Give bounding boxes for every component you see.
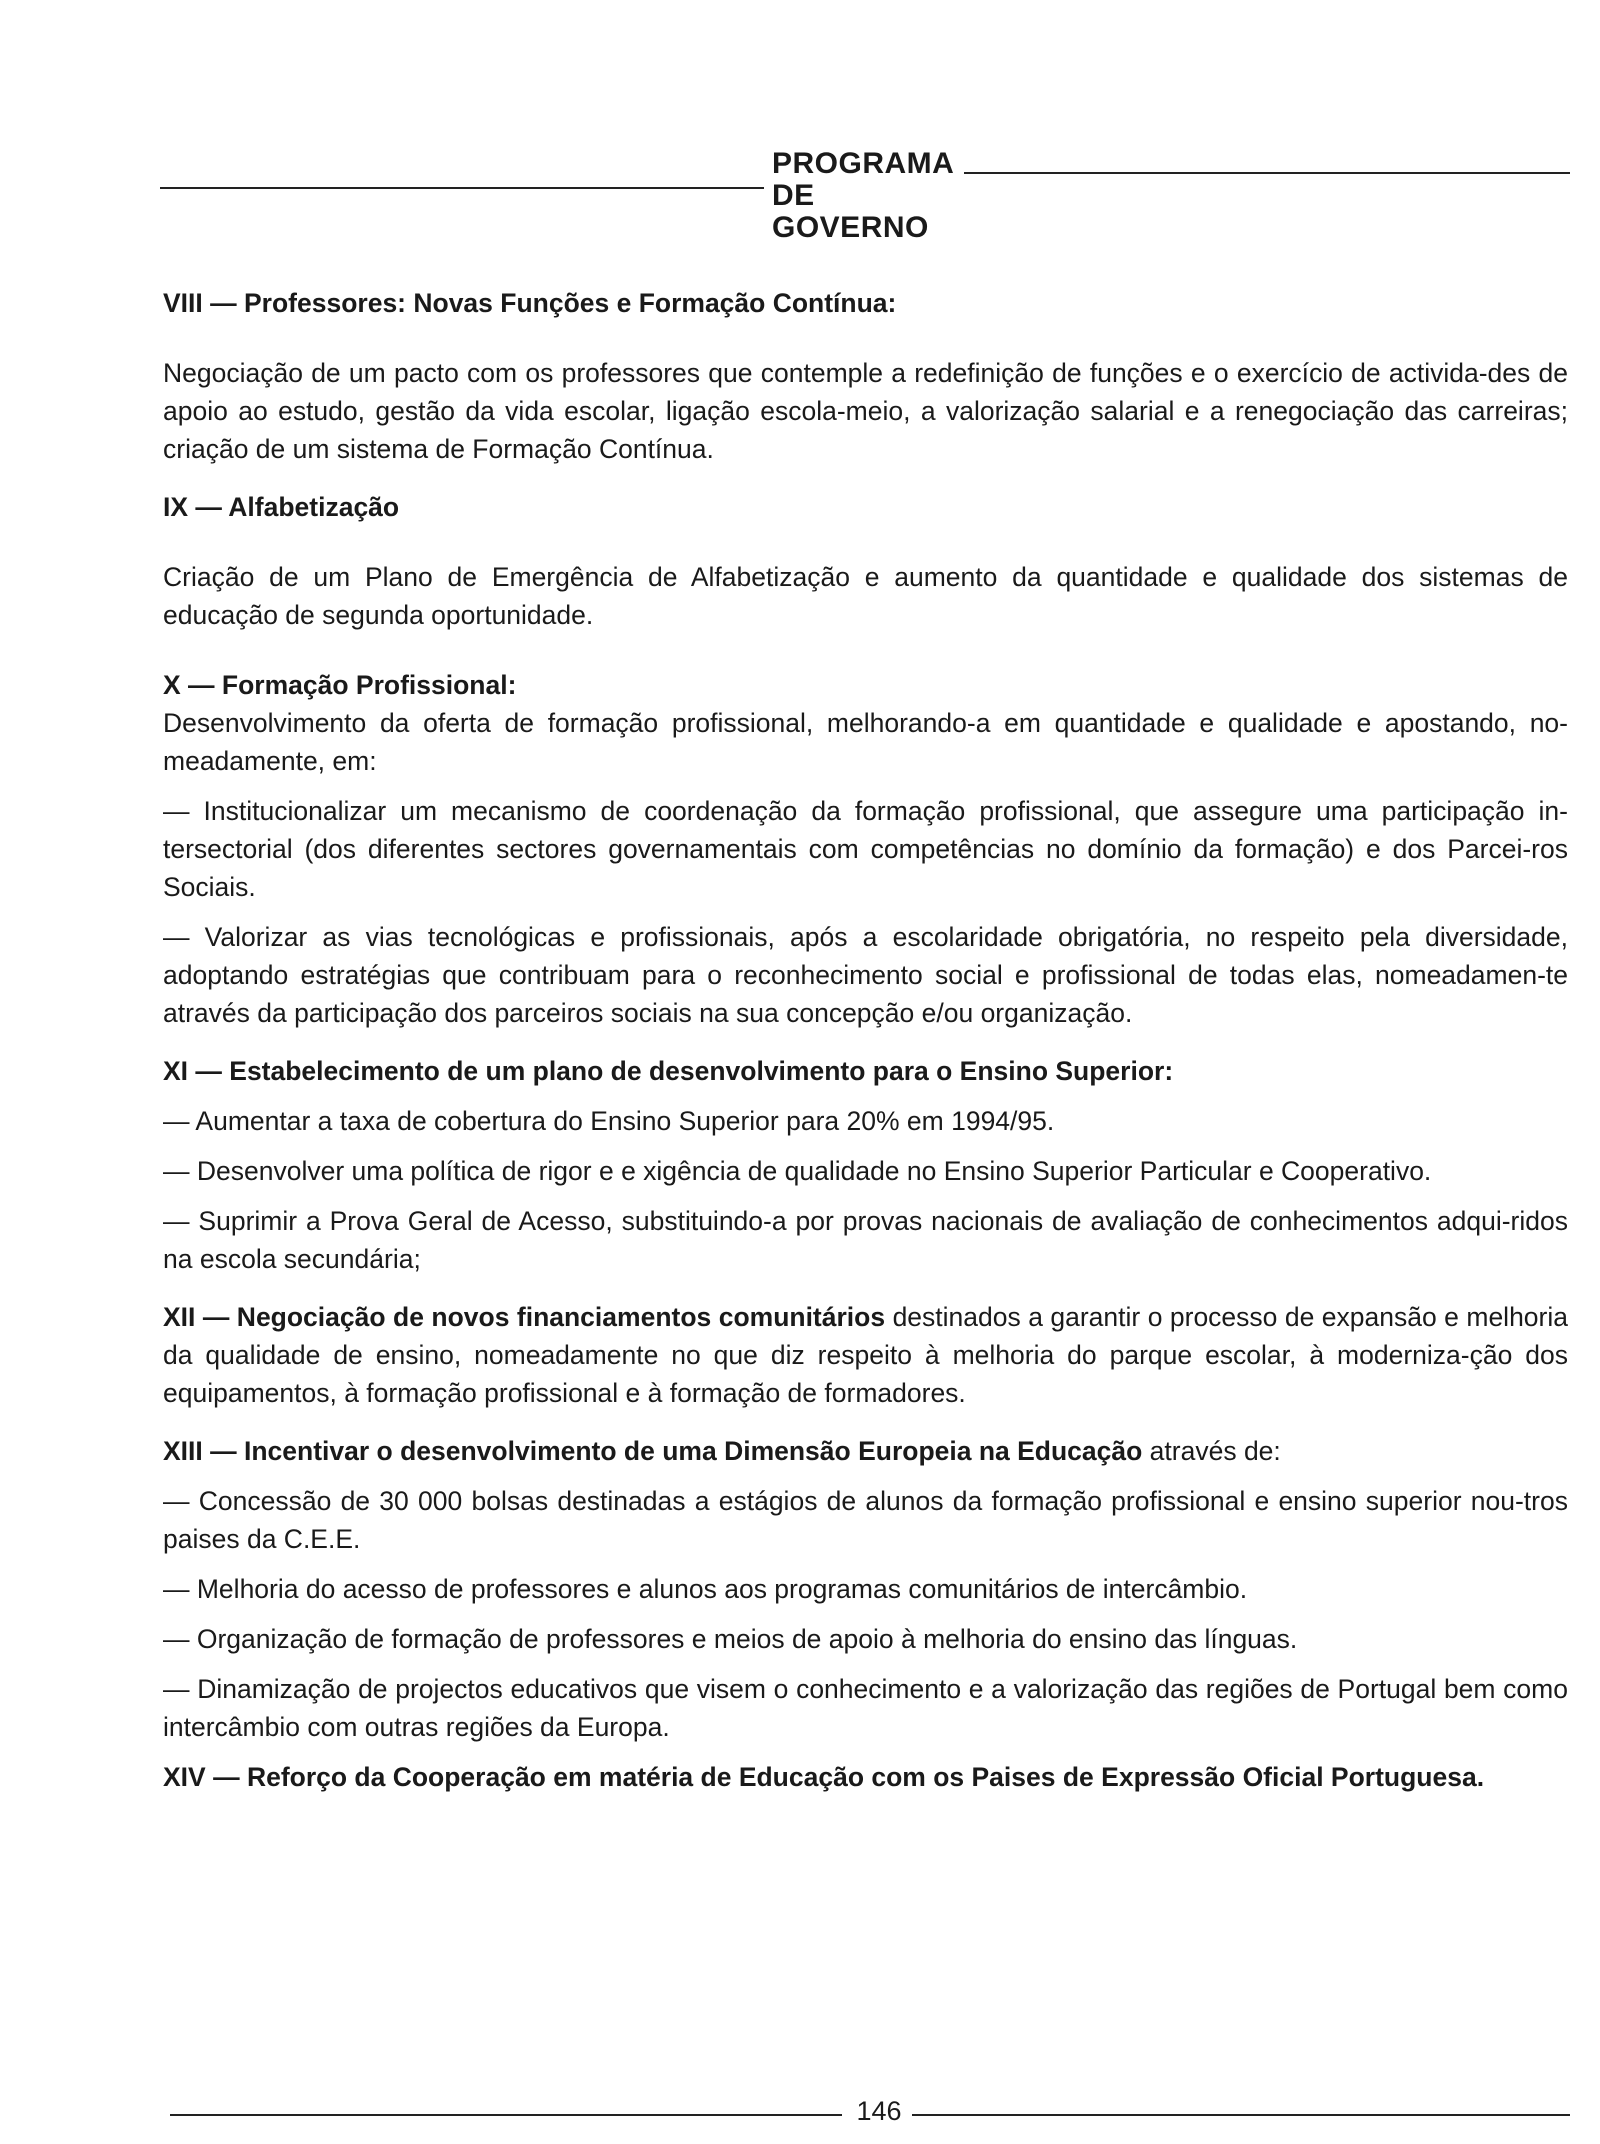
section-xii-heading: XII — Negociação de novos financiamentos comunitários: [163, 1302, 886, 1332]
footer-rule-left: [170, 2114, 842, 2116]
section-ix-heading: IX — Alfabetização: [163, 492, 400, 522]
section-xiii-item: — Dinamização de projectos educativos que visem o conhecimento e a valorização das regiões de Portugal bem como intercâmbio com outras regiões da Europa.: [163, 1674, 1568, 1742]
footer-rule-right: [912, 2114, 1570, 2116]
header-title: [772, 148, 972, 244]
section-xiv-heading: XIV — Reforço da Cooperação em matéria de Educação com os Paises de Expressão Oficial Portuguesa.: [163, 1762, 1485, 1792]
section-xi-heading: XI — Estabelecimento de um plano de desenvolvimento para o Ensino Superior:: [163, 1056, 1174, 1086]
section-viii-heading: VIII — Professores: Novas Funções e Formação Contínua:: [163, 288, 897, 318]
section-xii-paragraph: [163, 1298, 1568, 1412]
section-ix-text: Criação de um Plano de Emergência de Alfabetização e aumento da quantidade e qualidade dos sistemas de educação de segunda oportunidade.: [163, 562, 1568, 630]
header-title-line2: DE GOVERNO: [772, 179, 929, 244]
section-xiii-paragraph: [163, 1432, 1568, 1470]
section-x-item: — Institucionalizar um mecanismo de coordenação da formação profissional, que assegure uma participação in-tersectorial (dos diferentes sectores governamentais com competências no domínio da formação) e dos Parcei-ros Sociais.: [163, 796, 1568, 902]
section-x-heading: X — Formação Profissional:: [163, 670, 517, 700]
section-xiii-text: através de:: [1142, 1436, 1281, 1466]
section-xii-text: destinados a garantir o processo de expansão e melhoria da qualidade de ensino, nomeadamente no que diz respeito à melhoria do parque escolar, à moderniza-ção dos equipamentos, à formação profissional e à formação de formadores.: [163, 1302, 1568, 1408]
header-rule-right: [964, 172, 1570, 174]
section-xi-item: — Aumentar a taxa de cobertura do Ensino Superior para 20% em 1994/95.: [163, 1106, 1055, 1136]
section-xi-item: — Suprimir a Prova Geral de Acesso, substituindo-a por provas nacionais de avaliação de conhecimentos adqui-ridos na escola secundária;: [163, 1206, 1568, 1274]
section-xiii-item: — Organização de formação de professores e meios de apoio à melhoria do ensino das línguas.: [163, 1624, 1298, 1654]
page-header: [160, 147, 1570, 244]
header-title-line1: PROGRAMA: [772, 147, 955, 180]
section-xiii-heading: XIII — Incentivar o desenvolvimento de uma Dimensão Europeia na Educação: [163, 1436, 1143, 1466]
document-body: [163, 284, 1568, 1796]
page-number: 146: [856, 2096, 902, 2126]
section-xi-item: — Desenvolver uma política de rigor e e xigência de qualidade no Ensino Superior Particular e Cooperativo.: [163, 1156, 1432, 1186]
section-xiii-item: — Melhoria do acesso de professores e alunos aos programas comunitários de intercâmbio.: [163, 1574, 1248, 1604]
header-rule-left: [160, 187, 764, 189]
section-viii-text: Negociação de um pacto com os professores que contemple a redefinição de funções e o exercício de activida-des de apoio ao estudo, gestão da vida escolar, ligação escola-meio, a valorização salarial e a renegociação das carreiras; criação de um sistema de Formação Contínua.: [163, 358, 1568, 464]
section-x-intro: Desenvolvimento da oferta de formação profissional, melhorando-a em quantidade e qualidade e apostando, no-meadamente, em:: [163, 708, 1568, 776]
page-footer: [170, 2092, 1570, 2132]
section-xiii-item: — Concessão de 30 000 bolsas destinadas a estágios de alunos da formação profissional e ensino superior nou-tros paises da C.E.E.: [163, 1486, 1568, 1554]
section-x-item: — Valorizar as vias tecnológicas e profissionais, após a escolaridade obrigatória, no respeito pela diversidade, adoptando estratégias que contribuam para o reconhecimento social e profissional de todas elas, nomeadamen-te através da participação dos parceiros sociais na sua concepção e/ou organização.: [163, 922, 1568, 1028]
